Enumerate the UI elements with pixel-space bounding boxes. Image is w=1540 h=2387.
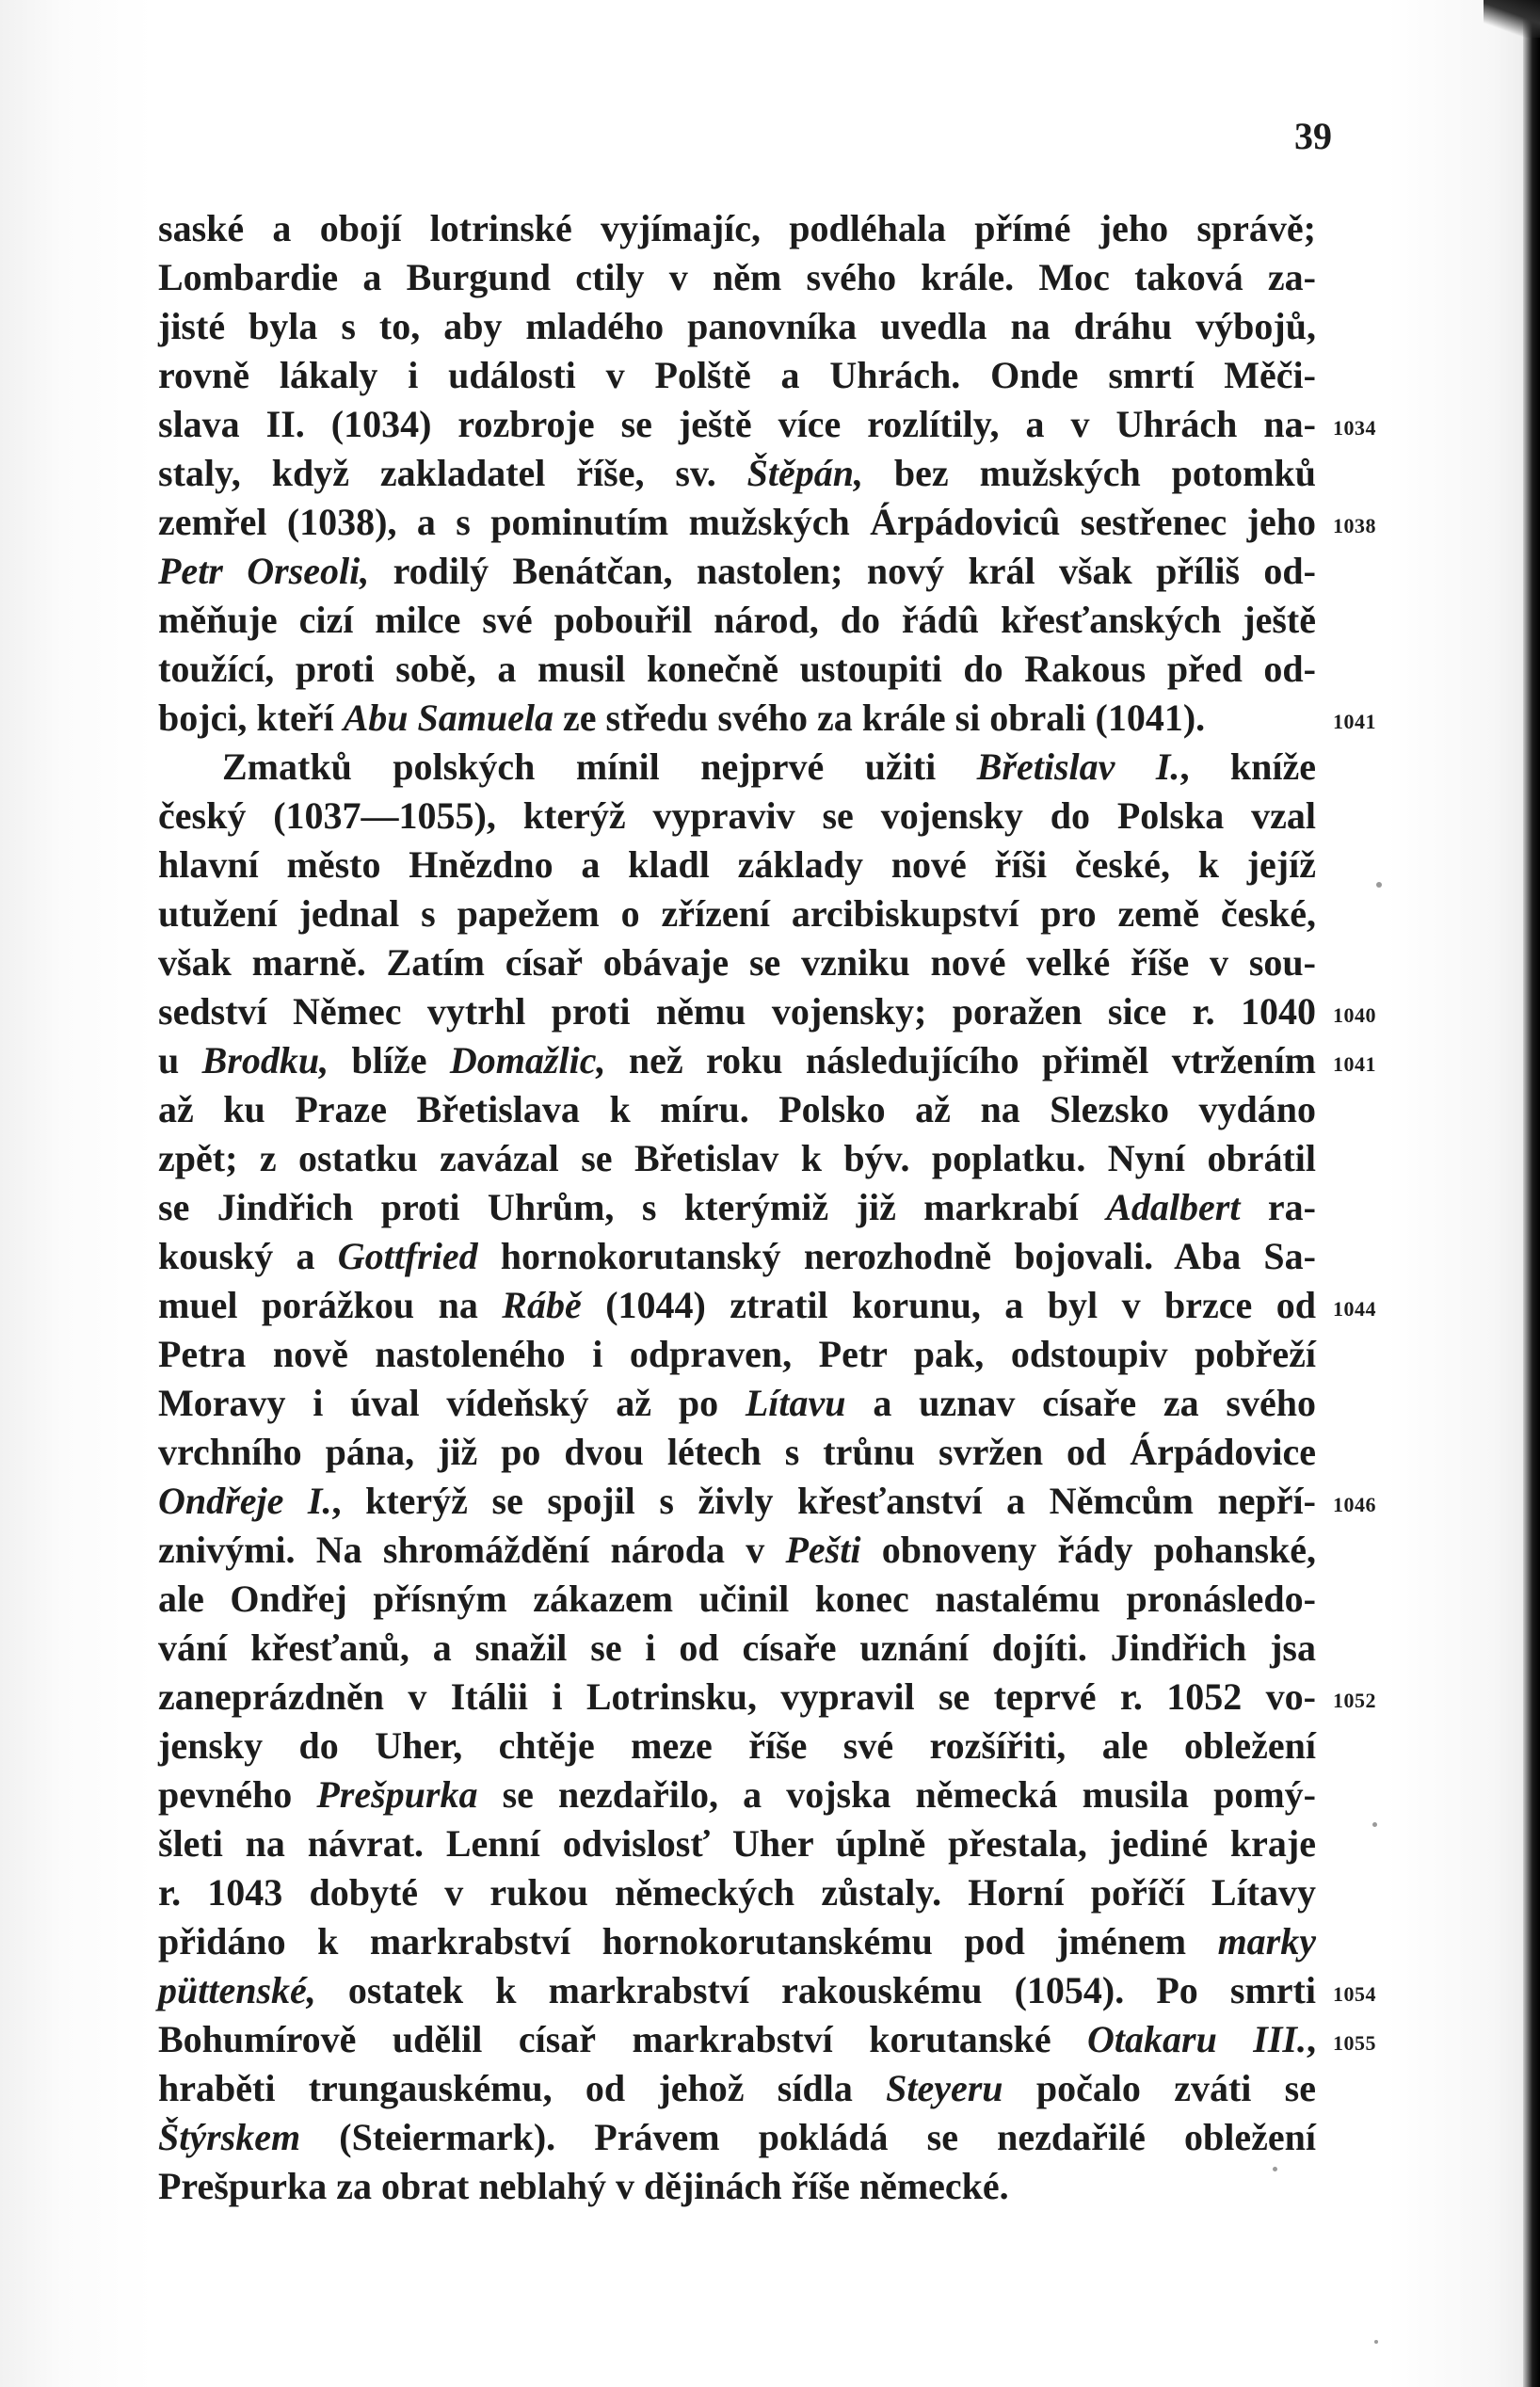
text-line — [158, 351, 1316, 400]
text-run: ostatek k markrabství rakouskému (1054). Po smrti — [315, 1969, 1316, 2011]
italic-name: Štěpán, — [746, 452, 864, 494]
text-run: ale Ondřej přísným zákazem učinil konec nastalému pronásledo- — [158, 1578, 1316, 1620]
text-run: hlavní město Hnězdno a kladl základy nové říši české, k jejíž — [158, 843, 1316, 886]
text-line — [158, 204, 1316, 253]
text-run: , — [1307, 2018, 1316, 2060]
page-number: 39 — [1294, 115, 1332, 157]
text-run: Bohumírově udělil císař markrabství korutanské — [158, 2018, 1088, 2060]
text-run: utužení jednal s papežem o zřízení arcibiskupství pro země české, — [158, 892, 1316, 935]
text-run: se nezdařilo, a vojska německá musila pomý- — [477, 1773, 1316, 1816]
page-edge-shadow — [1523, 0, 1540, 2387]
text-run: kouský a — [158, 1235, 338, 1277]
text-run: však marně. Zatím císař obávaje se vzniku nové velké říše v sou- — [158, 941, 1316, 984]
margin-year: 1055 — [1333, 2031, 1376, 2055]
text-line — [158, 2064, 1316, 2113]
text-run: staly, když zakladatel říše, sv. — [158, 452, 747, 494]
text-line — [158, 1819, 1316, 1868]
text-run: sedství Němec vytrhl proti němu vojensky; poražen sice r. 1040 — [158, 990, 1316, 1033]
text-line — [158, 1232, 1316, 1281]
text-run: obnoveny řády pohanské, — [860, 1529, 1317, 1571]
text-run: toužící, proti sobě, a musil konečně ustoupiti do Rakous před od- — [158, 648, 1316, 690]
text-line — [158, 1673, 1376, 1722]
text-line — [158, 1379, 1316, 1428]
italic-name: Adalbert — [1106, 1186, 1241, 1228]
text-run: šleti na návrat. Lenní odvislosť Uher úplně přestala, jediné kraje — [158, 1822, 1316, 1865]
text-run: rovně lákaly i události v Polště a Uhrách. Onde smrtí Měči- — [158, 354, 1316, 396]
print-speck — [1374, 2340, 1378, 2344]
text-line — [158, 1575, 1316, 1624]
italic-name: Pešti — [785, 1529, 861, 1571]
text-line — [158, 2113, 1316, 2162]
text-run: zemřel (1038), a s pominutím mužských Árpádovicû sestřenec jeho — [158, 501, 1316, 543]
italic-name: Steyeru — [886, 2067, 1003, 2109]
text-run: než roku následujícího přiměl vtržením — [605, 1039, 1316, 1081]
italic-name: Domažlic, — [449, 1039, 606, 1081]
italic-name: Brodku, — [201, 1039, 329, 1081]
text-run: rodilý Benátčan, nastolen; nový král však příliš od- — [369, 550, 1316, 592]
text-line — [158, 1722, 1316, 1770]
italic-name: Břetislav I. — [976, 745, 1180, 788]
italic-name: marky — [1217, 1920, 1316, 1962]
margin-year: 1038 — [1333, 514, 1376, 537]
text-run: Moravy i úval vídeňský až po — [158, 1382, 746, 1424]
text-line — [158, 987, 1376, 1036]
text-run: zaneprázdněn v Itálii i Lotrinsku, vypravil se teprvé r. 1052 vo- — [158, 1675, 1316, 1718]
print-speck — [1372, 1822, 1377, 1827]
text-line — [158, 743, 1316, 792]
text-line — [158, 1085, 1316, 1134]
italic-name: Lítavu — [745, 1382, 846, 1424]
italic-name: Rábě — [502, 1284, 582, 1326]
text-run: hraběti trungauskému, od jehož sídla — [158, 2067, 887, 2109]
text-run: zpět; z ostatku zavázal se Břetislav k býv. poplatku. Nyní obrátil — [158, 1137, 1316, 1179]
text-line — [158, 1477, 1376, 1526]
text-run: jisté byla s to, aby mladého panovníka uvedla na dráhu výbojů, — [158, 305, 1316, 347]
margin-year: 1040 — [1333, 1003, 1376, 1027]
text-run: r. 1043 dobyté v rukou německých zůstaly. Horní poříčí Lítavy — [158, 1871, 1316, 1914]
text-line — [158, 400, 1376, 449]
text-run: pevného — [158, 1773, 317, 1816]
text-run: znivými. Na shromáždění národa v — [158, 1529, 786, 1571]
text-line — [158, 1134, 1316, 1183]
text-line — [158, 596, 1316, 645]
text-line — [158, 694, 1376, 743]
margin-year: 1034 — [1333, 416, 1376, 440]
text-line — [158, 1917, 1316, 1966]
text-line — [158, 1183, 1316, 1232]
text-run: Prešpurka za obrat neblahý v dějinách říše německé. — [158, 2165, 1009, 2207]
text-line — [158, 1868, 1316, 1917]
text-run: blíže — [329, 1039, 450, 1081]
text-run: (Steiermark). Právem pokládá se nezdařilé obležení — [300, 2116, 1316, 2158]
margin-year: 1041 — [1333, 1052, 1376, 1076]
text-run: až ku Praze Břetislava k míru. Polsko až na Slezsko vydáno — [158, 1088, 1316, 1130]
text-run: bez mužských potomků — [863, 452, 1316, 494]
italic-name: Ondřeje I. — [158, 1480, 332, 1522]
text-line — [158, 938, 1316, 987]
text-run: ze středu svého za krále si obrali (1041). — [553, 697, 1206, 739]
text-line — [158, 2015, 1376, 2064]
text-line — [158, 302, 1316, 351]
text-run: Lombardie a Burgund ctily v něm svého krále. Moc taková za- — [158, 256, 1316, 298]
italic-name: Prešpurka — [316, 1773, 478, 1816]
text-line — [158, 841, 1316, 889]
text-run: saské a obojí lotrinské vyjímajíc, podléhala přímé jeho správě; — [158, 207, 1316, 249]
text-run: vrchního pána, již po dvou létech s trůnu svržen od Árpádovice — [158, 1431, 1316, 1473]
text-run: a uznav císaře za svého — [845, 1382, 1316, 1424]
text-line — [158, 449, 1316, 498]
text-line — [158, 792, 1316, 841]
text-line — [158, 1770, 1316, 1819]
text-run: u — [158, 1039, 202, 1081]
text-run: počalo zváti se — [1003, 2067, 1316, 2109]
text-line — [158, 1036, 1376, 1085]
body-text — [158, 204, 1376, 2211]
margin-year: 1052 — [1333, 1689, 1376, 1712]
text-run: , kníže — [1179, 745, 1316, 788]
italic-name: Otakaru III. — [1087, 2018, 1307, 2060]
text-run: Zmatků polských mínil nejprvé užiti — [222, 745, 977, 788]
text-run: přidáno k markrabství hornokorutanskému pod jménem — [158, 1920, 1218, 1962]
text-line — [158, 547, 1316, 596]
margin-year: 1054 — [1333, 1982, 1376, 2006]
margin-year: 1044 — [1333, 1297, 1376, 1321]
print-speck — [1376, 882, 1382, 888]
text-line — [158, 498, 1376, 547]
text-run: Petra nově nastoleného i odpraven, Petr pak, odstoupiv pobřeží — [158, 1333, 1316, 1375]
page-corner-shadow — [1484, 0, 1540, 38]
text-run: hornokorutanský nerozhodně bojovali. Aba Sa- — [477, 1235, 1316, 1277]
text-run: bojci, kteří — [158, 697, 344, 739]
text-run: slava II. (1034) rozbroje se ještě více rozlítily, a v Uhrách na- — [158, 403, 1316, 445]
italic-name: Gottfried — [337, 1235, 478, 1277]
margin-year: 1041 — [1333, 710, 1376, 733]
text-line — [158, 645, 1316, 694]
text-run: vání křesťanů, a snažil se i od císaře uznání dojíti. Jindřich jsa — [158, 1626, 1316, 1669]
text-line — [158, 1428, 1316, 1477]
text-line — [158, 1966, 1376, 2015]
text-run: český (1037—1055), kterýž vypraviv se vojensky do Polska vzal — [158, 794, 1316, 837]
italic-name: püttenské, — [158, 1969, 316, 2011]
text-run: měňuje cizí milce své pobouřil národ, do řádû křesťanských ještě — [158, 599, 1316, 641]
text-line — [158, 2162, 1316, 2211]
text-line — [158, 253, 1316, 302]
text-line — [158, 1330, 1316, 1379]
text-run: (1044) ztratil korunu, a byl v brzce od — [581, 1284, 1316, 1326]
text-line — [158, 889, 1316, 938]
italic-name: Abu Samuela — [343, 697, 554, 739]
italic-name: Petr Orseoli, — [158, 550, 370, 592]
italic-name: Štýrskem — [158, 2116, 301, 2158]
margin-year: 1046 — [1333, 1493, 1376, 1516]
text-run: , kterýž se spojil s živly křesťanství a Němcům nepří- — [331, 1480, 1316, 1522]
text-line — [158, 1281, 1376, 1330]
text-line — [158, 1526, 1316, 1575]
text-run: jensky do Uher, chtěje meze říše své rozšířiti, ale obležení — [158, 1724, 1316, 1767]
text-line — [158, 1624, 1316, 1673]
text-run: muel porážkou na — [158, 1284, 503, 1326]
text-run: ra- — [1240, 1186, 1317, 1228]
text-run: se Jindřich proti Uhrům, s kterýmiž již markrabí — [158, 1186, 1107, 1228]
